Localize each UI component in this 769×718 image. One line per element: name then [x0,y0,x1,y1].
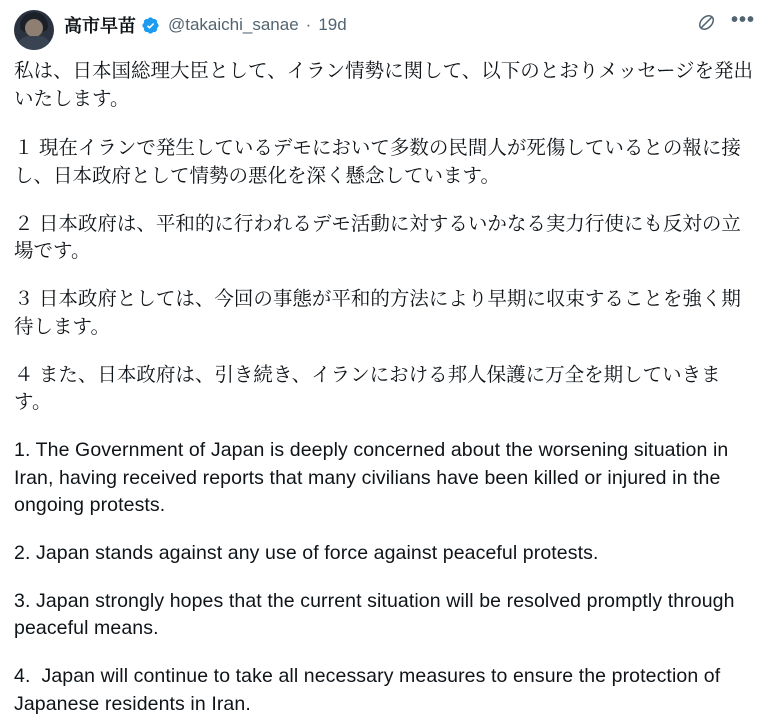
avatar-body-shape [17,36,51,50]
tweet-paragraph: ２ 日本政府は、平和的に行われるデモ活動に対するいかなる実力行使にも反対の立場です。 [14,212,741,263]
tweet-paragraph: 2. Japan stands against any use of force against peaceful protests. [14,541,599,564]
more-options-icon[interactable]: ••• [730,8,755,31]
author-display-name[interactable]: 高市早苗 [64,16,136,36]
avatar[interactable] [14,10,54,50]
author-line [64,10,686,38]
tweet-header-actions [696,10,755,33]
tweet-paragraph: 私は、日本国総理大臣として、イラン情勢に関して、以下のとおりメッセージを発出いたします。 [14,60,754,110]
tweet-text [14,58,755,718]
verified-badge-icon [141,16,160,35]
tweet-timestamp[interactable]: 19d [318,15,347,34]
tweet-paragraph: ３ 日本政府としては、今回の事態が平和的方法により早期に収束することを強く期待します。 [14,288,741,338]
tweet-paragraph: １ 現在イランで発生しているデモにおいて多数の民間人が死傷しているとの報に接し、日本政府として情勢の悪化を深く懸念しています。 [14,137,741,188]
avatar-face-shape [25,19,43,37]
meta-separator: · [305,15,312,34]
tweet-paragraph: 3. Japan strongly hopes that the current situation will be resolved promptly through peaceful means. [14,589,741,640]
tweet-paragraph: ４ また、日本政府は、引き続き、イランにおける邦人保護に万全を期していきます。 [14,363,721,414]
tweet-header [14,10,755,50]
author-handle[interactable]: @takaichi_sanae [168,15,299,34]
grok-icon[interactable] [696,12,717,33]
tweet-paragraph: 4. Japan will continue to take all necessary measures to ensure the protection of Japanese residents in Iran. [14,665,726,715]
tweet-paragraph: 1. The Government of Japan is deeply concerned about the worsening situation in Iran, having received reports that many civilians have been killed or injured in the ongoing protests. [14,438,734,517]
